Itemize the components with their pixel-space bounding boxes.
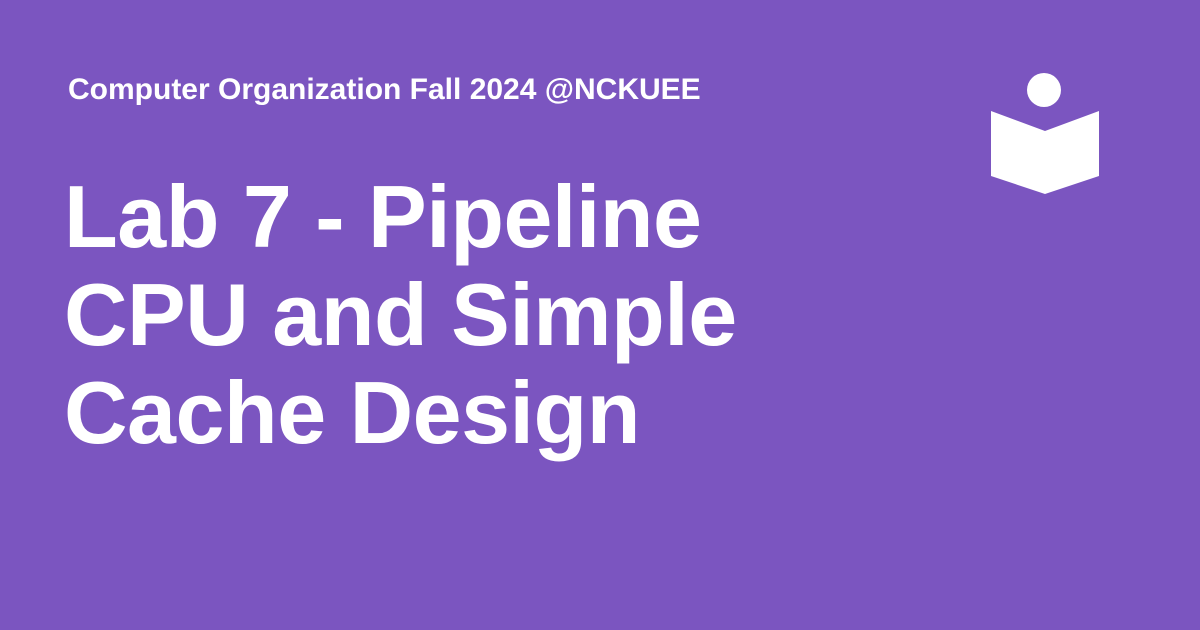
title-line-2: CPU and Simple [64,265,737,364]
reader-book-icon [990,72,1100,196]
title-line-1: Lab 7 - Pipeline [64,167,702,266]
title-line-3: Cache Design [64,363,640,462]
course-subtitle: Computer Organization Fall 2024 @NCKUEE [68,73,701,106]
page-title [64,168,964,462]
